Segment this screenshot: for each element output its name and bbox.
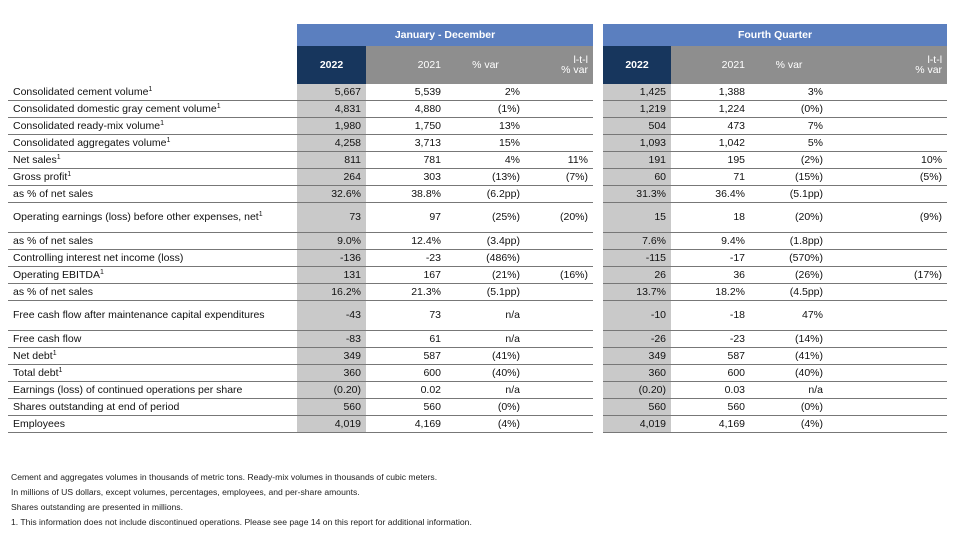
cell-q4-ltl bbox=[828, 365, 947, 382]
row-label-text: Consolidated domestic gray cement volume bbox=[13, 102, 217, 115]
cell-jan-dec-2022: (0.20) bbox=[297, 382, 366, 399]
table-row bbox=[8, 250, 947, 267]
cell-q4-2022: 191 bbox=[603, 152, 671, 169]
col-header-q4-ltl-line2: % var bbox=[915, 64, 943, 76]
cell-q4-2022: 1,093 bbox=[603, 135, 671, 152]
cell-jan-dec-var: (1%) bbox=[446, 101, 525, 118]
cell-jan-dec-var: 13% bbox=[446, 118, 525, 135]
cell-jan-dec-var: (3.4pp) bbox=[446, 233, 525, 250]
cell-q4-var: (4.5pp) bbox=[750, 284, 828, 301]
table-row bbox=[8, 101, 947, 118]
column-gap bbox=[593, 186, 603, 203]
column-gap bbox=[593, 399, 603, 416]
cell-q4-2021: 587 bbox=[671, 348, 750, 365]
group-header-fourth-quarter: Fourth Quarter bbox=[603, 24, 947, 46]
row-label-text: Net debt bbox=[13, 349, 53, 362]
cell-q4-var: (15%) bbox=[750, 169, 828, 186]
cell-q4-ltl bbox=[828, 399, 947, 416]
cell-jan-dec-ltl: (7%) bbox=[525, 169, 593, 186]
cell-jan-dec-ltl bbox=[525, 331, 593, 348]
cell-q4-var: (2%) bbox=[750, 152, 828, 169]
cell-q4-ltl bbox=[828, 416, 947, 433]
cell-q4-2022: -26 bbox=[603, 331, 671, 348]
cell-q4-ltl bbox=[828, 186, 947, 203]
column-gap bbox=[593, 416, 603, 433]
col-header-ltl-line2: % var bbox=[561, 64, 589, 76]
row-label bbox=[8, 399, 297, 416]
row-label bbox=[8, 152, 297, 169]
cell-jan-dec-2022: 264 bbox=[297, 169, 366, 186]
table-row bbox=[8, 331, 947, 348]
column-gap bbox=[593, 135, 603, 152]
cell-q4-2022: -115 bbox=[603, 250, 671, 267]
cell-q4-2021: 0.03 bbox=[671, 382, 750, 399]
footnote-marker: 1 bbox=[216, 102, 221, 110]
row-label-text: as % of net sales bbox=[13, 234, 93, 247]
cell-q4-var: (26%) bbox=[750, 267, 828, 284]
cell-q4-var: (570%) bbox=[750, 250, 828, 267]
column-gap bbox=[593, 331, 603, 348]
table-row bbox=[8, 267, 947, 284]
cell-jan-dec-2022: 4,258 bbox=[297, 135, 366, 152]
row-label-text: Net sales bbox=[13, 153, 57, 166]
cell-q4-2021: 9.4% bbox=[671, 233, 750, 250]
cell-q4-2022: 349 bbox=[603, 348, 671, 365]
cell-jan-dec-2021: 0.02 bbox=[366, 382, 446, 399]
table-body bbox=[8, 84, 947, 433]
cell-q4-2022: 26 bbox=[603, 267, 671, 284]
cell-q4-2021: -23 bbox=[671, 331, 750, 348]
cell-q4-2021: -18 bbox=[671, 301, 750, 331]
footnote-marker: 1 bbox=[160, 119, 164, 127]
cell-q4-2022: 60 bbox=[603, 169, 671, 186]
cell-jan-dec-2021: 97 bbox=[366, 203, 446, 233]
column-gap bbox=[593, 301, 603, 331]
row-label bbox=[8, 84, 297, 101]
cell-jan-dec-2021: 12.4% bbox=[366, 233, 446, 250]
col-header-ltl-line1: l-t-l bbox=[573, 53, 589, 66]
cell-jan-dec-var: n/a bbox=[446, 382, 525, 399]
cell-jan-dec-var: 4% bbox=[446, 152, 525, 169]
cell-jan-dec-2022: -83 bbox=[297, 331, 366, 348]
cell-jan-dec-2022: 131 bbox=[297, 267, 366, 284]
col-header-q4-2022: 2022 bbox=[603, 46, 671, 84]
cell-jan-dec-ltl bbox=[525, 284, 593, 301]
cell-jan-dec-2022: 360 bbox=[297, 365, 366, 382]
cell-q4-ltl bbox=[828, 84, 947, 101]
cell-jan-dec-2021: 1,750 bbox=[366, 118, 446, 135]
cell-q4-ltl bbox=[828, 233, 947, 250]
row-label-text: as % of net sales bbox=[13, 187, 93, 200]
row-label bbox=[8, 348, 297, 365]
cell-q4-var: 3% bbox=[750, 84, 828, 101]
row-label bbox=[8, 382, 297, 399]
footnote-line: Cement and aggregates volumes in thousands of metric tons. Ready-mix volumes in thousands of cubic meters. bbox=[11, 472, 438, 482]
cell-jan-dec-2022: -43 bbox=[297, 301, 366, 331]
column-gap bbox=[593, 365, 603, 382]
column-gap bbox=[593, 284, 603, 301]
column-gap bbox=[593, 118, 603, 135]
row-label-text: Free cash flow after maintenance capital expenditures bbox=[13, 309, 265, 322]
column-gap bbox=[593, 233, 603, 250]
financial-summary-table bbox=[8, 24, 947, 433]
cell-jan-dec-2021: 73 bbox=[366, 301, 446, 331]
cell-jan-dec-var: (0%) bbox=[446, 399, 525, 416]
row-label bbox=[8, 284, 297, 301]
column-gap bbox=[593, 267, 603, 284]
cell-jan-dec-2021: 587 bbox=[366, 348, 446, 365]
row-label bbox=[8, 118, 297, 135]
cell-q4-2021: 36.4% bbox=[671, 186, 750, 203]
cell-q4-ltl bbox=[828, 382, 947, 399]
cell-q4-2021: 18.2% bbox=[671, 284, 750, 301]
cell-jan-dec-ltl bbox=[525, 118, 593, 135]
footnote-marker: 1 bbox=[148, 85, 153, 93]
column-header-row bbox=[8, 46, 947, 84]
cell-q4-ltl: (9%) bbox=[828, 203, 947, 233]
col-header-2022: 2022 bbox=[297, 46, 366, 84]
cell-q4-ltl bbox=[828, 250, 947, 267]
cell-q4-var: (0%) bbox=[750, 399, 828, 416]
cell-q4-ltl: 10% bbox=[828, 152, 947, 169]
cell-jan-dec-2022: 4,831 bbox=[297, 101, 366, 118]
cell-jan-dec-2022: 560 bbox=[297, 399, 366, 416]
row-label bbox=[8, 203, 297, 233]
cell-jan-dec-var: 2% bbox=[446, 84, 525, 101]
row-label-text: Controlling interest net income (loss) bbox=[13, 251, 184, 264]
col-header-q4-ltl bbox=[828, 46, 947, 84]
row-label bbox=[8, 365, 297, 382]
cell-jan-dec-var: (6.2pp) bbox=[446, 186, 525, 203]
cell-jan-dec-ltl bbox=[525, 250, 593, 267]
row-label-text: Consolidated aggregates volume bbox=[13, 136, 167, 149]
cell-q4-var: n/a bbox=[750, 382, 828, 399]
group-header-jan-dec: January - December bbox=[297, 24, 593, 46]
cell-jan-dec-2021: 21.3% bbox=[366, 284, 446, 301]
column-gap bbox=[593, 101, 603, 118]
column-gap bbox=[593, 152, 603, 169]
cell-jan-dec-2022: 349 bbox=[297, 348, 366, 365]
cell-jan-dec-2021: 167 bbox=[366, 267, 446, 284]
cell-jan-dec-var: (21%) bbox=[446, 267, 525, 284]
cell-q4-var: (14%) bbox=[750, 331, 828, 348]
cell-q4-2021: 1,224 bbox=[671, 101, 750, 118]
cell-jan-dec-ltl bbox=[525, 382, 593, 399]
table-row bbox=[8, 84, 947, 101]
footnote-line: Shares outstanding are presented in millions. bbox=[11, 502, 183, 512]
footnote-marker: 1 bbox=[258, 211, 263, 219]
cell-jan-dec-var: (25%) bbox=[446, 203, 525, 233]
col-header-q4-ltl-line1: l-t-l bbox=[927, 53, 943, 66]
cell-q4-2021: -17 bbox=[671, 250, 750, 267]
cell-q4-2021: 473 bbox=[671, 118, 750, 135]
cell-q4-var: (4%) bbox=[750, 416, 828, 433]
col-header-ltl bbox=[525, 46, 593, 84]
cell-q4-2022: 31.3% bbox=[603, 186, 671, 203]
cell-jan-dec-2021: 303 bbox=[366, 169, 446, 186]
row-label-text: Employees bbox=[13, 417, 65, 430]
row-label bbox=[8, 250, 297, 267]
cell-jan-dec-var: 15% bbox=[446, 135, 525, 152]
cell-jan-dec-2021: 4,880 bbox=[366, 101, 446, 118]
row-label-text: Operating earnings (loss) before other expenses, net bbox=[13, 211, 259, 224]
cell-q4-2022: 1,425 bbox=[603, 84, 671, 101]
cell-q4-ltl bbox=[828, 331, 947, 348]
cell-q4-ltl: (5%) bbox=[828, 169, 947, 186]
footnote-line: 1. This information does not include discontinued operations. Please see page 14 on this report for additional information. bbox=[11, 517, 472, 527]
cell-jan-dec-2021: 560 bbox=[366, 399, 446, 416]
table-row bbox=[8, 416, 947, 433]
cell-jan-dec-ltl bbox=[525, 233, 593, 250]
table-row bbox=[8, 118, 947, 135]
col-header-2021: 2021 bbox=[366, 46, 446, 84]
footnote-marker: 1 bbox=[52, 349, 57, 357]
cell-q4-2022: 360 bbox=[603, 365, 671, 382]
cell-jan-dec-2022: 5,667 bbox=[297, 84, 366, 101]
cell-jan-dec-ltl bbox=[525, 348, 593, 365]
cell-jan-dec-2022: 32.6% bbox=[297, 186, 366, 203]
cell-q4-2022: 7.6% bbox=[603, 233, 671, 250]
footnote-line: In millions of US dollars, except volumes, percentages, employees, and per-share amounts. bbox=[11, 487, 360, 497]
cell-q4-2021: 1,042 bbox=[671, 135, 750, 152]
cell-jan-dec-ltl bbox=[525, 416, 593, 433]
cell-q4-var: (5.1pp) bbox=[750, 186, 828, 203]
cell-jan-dec-ltl bbox=[525, 301, 593, 331]
row-label bbox=[8, 301, 297, 331]
cell-q4-2022: 560 bbox=[603, 399, 671, 416]
cell-q4-ltl bbox=[828, 284, 947, 301]
footnote-marker: 1 bbox=[58, 366, 63, 374]
row-label bbox=[8, 135, 297, 152]
table-row bbox=[8, 284, 947, 301]
cell-q4-var: (40%) bbox=[750, 365, 828, 382]
cell-q4-var: (41%) bbox=[750, 348, 828, 365]
cell-jan-dec-2021: 61 bbox=[366, 331, 446, 348]
cell-jan-dec-2021: -23 bbox=[366, 250, 446, 267]
cell-jan-dec-2022: 1,980 bbox=[297, 118, 366, 135]
row-label bbox=[8, 169, 297, 186]
row-label-text: Consolidated cement volume bbox=[13, 85, 149, 98]
row-label bbox=[8, 233, 297, 250]
cell-q4-2022: (0.20) bbox=[603, 382, 671, 399]
cell-jan-dec-2021: 4,169 bbox=[366, 416, 446, 433]
cell-jan-dec-2022: 73 bbox=[297, 203, 366, 233]
cell-jan-dec-var: (4%) bbox=[446, 416, 525, 433]
cell-q4-2021: 1,388 bbox=[671, 84, 750, 101]
cell-jan-dec-2021: 5,539 bbox=[366, 84, 446, 101]
cell-jan-dec-ltl bbox=[525, 135, 593, 152]
row-label bbox=[8, 416, 297, 433]
footnote-marker: 1 bbox=[56, 153, 61, 161]
cell-q4-2021: 71 bbox=[671, 169, 750, 186]
row-label-text: Gross profit bbox=[13, 170, 68, 183]
cell-jan-dec-var: (13%) bbox=[446, 169, 525, 186]
cell-q4-var: (20%) bbox=[750, 203, 828, 233]
column-gap bbox=[593, 84, 603, 101]
cell-q4-var: 47% bbox=[750, 301, 828, 331]
cell-jan-dec-ltl bbox=[525, 84, 593, 101]
column-gap bbox=[593, 382, 603, 399]
cell-q4-2022: 1,219 bbox=[603, 101, 671, 118]
cell-jan-dec-var: n/a bbox=[446, 301, 525, 331]
footnote-marker: 1 bbox=[166, 136, 171, 144]
cell-q4-2021: 600 bbox=[671, 365, 750, 382]
col-header-q4-var: % var bbox=[750, 46, 828, 84]
cell-q4-2022: -10 bbox=[603, 301, 671, 331]
cell-jan-dec-var: (5.1pp) bbox=[446, 284, 525, 301]
cell-q4-var: (1.8pp) bbox=[750, 233, 828, 250]
cell-q4-2021: 560 bbox=[671, 399, 750, 416]
cell-jan-dec-var: (41%) bbox=[446, 348, 525, 365]
cell-jan-dec-2022: 9.0% bbox=[297, 233, 366, 250]
cell-jan-dec-ltl bbox=[525, 399, 593, 416]
cell-q4-ltl: (17%) bbox=[828, 267, 947, 284]
row-label-text: Consolidated ready-mix volume bbox=[13, 119, 161, 132]
table-row bbox=[8, 348, 947, 365]
column-gap bbox=[593, 348, 603, 365]
footnote-marker: 1 bbox=[99, 268, 104, 276]
cell-jan-dec-ltl: 11% bbox=[525, 152, 593, 169]
row-label bbox=[8, 331, 297, 348]
cell-q4-var: (0%) bbox=[750, 101, 828, 118]
row-label-text: as % of net sales bbox=[13, 285, 93, 298]
row-label bbox=[8, 267, 297, 284]
cell-jan-dec-2022: 16.2% bbox=[297, 284, 366, 301]
cell-jan-dec-var: n/a bbox=[446, 331, 525, 348]
cell-q4-2021: 4,169 bbox=[671, 416, 750, 433]
column-gap bbox=[593, 169, 603, 186]
table-row bbox=[8, 186, 947, 203]
row-label-text: Shares outstanding at end of period bbox=[13, 400, 180, 413]
table-row bbox=[8, 135, 947, 152]
group-header-row bbox=[8, 24, 947, 46]
cell-jan-dec-ltl: (16%) bbox=[525, 267, 593, 284]
cell-q4-var: 5% bbox=[750, 135, 828, 152]
col-header-q4-2021: 2021 bbox=[671, 46, 750, 84]
cell-q4-var: 7% bbox=[750, 118, 828, 135]
row-label-text: Free cash flow bbox=[13, 332, 82, 345]
col-header-var: % var bbox=[446, 46, 525, 84]
cell-q4-ltl bbox=[828, 348, 947, 365]
cell-jan-dec-2021: 38.8% bbox=[366, 186, 446, 203]
cell-jan-dec-ltl bbox=[525, 365, 593, 382]
cell-jan-dec-var: (40%) bbox=[446, 365, 525, 382]
cell-q4-2022: 13.7% bbox=[603, 284, 671, 301]
cell-jan-dec-2022: 4,019 bbox=[297, 416, 366, 433]
table-row bbox=[8, 301, 947, 331]
cell-jan-dec-2022: -136 bbox=[297, 250, 366, 267]
table-row bbox=[8, 203, 947, 233]
cell-jan-dec-ltl bbox=[525, 101, 593, 118]
cell-q4-2022: 4,019 bbox=[603, 416, 671, 433]
cell-jan-dec-2021: 3,713 bbox=[366, 135, 446, 152]
row-label bbox=[8, 186, 297, 203]
row-label-text: Earnings (loss) of continued operations per share bbox=[13, 383, 243, 396]
column-gap bbox=[593, 203, 603, 233]
cell-q4-ltl bbox=[828, 101, 947, 118]
cell-q4-2022: 504 bbox=[603, 118, 671, 135]
cell-q4-2021: 195 bbox=[671, 152, 750, 169]
table-row bbox=[8, 152, 947, 169]
row-label-text: Operating EBITDA bbox=[13, 268, 100, 281]
column-gap bbox=[593, 250, 603, 267]
table-row bbox=[8, 169, 947, 186]
cell-q4-2021: 36 bbox=[671, 267, 750, 284]
table-row bbox=[8, 399, 947, 416]
cell-q4-2022: 15 bbox=[603, 203, 671, 233]
cell-q4-ltl bbox=[828, 301, 947, 331]
cell-q4-ltl bbox=[828, 135, 947, 152]
cell-q4-ltl bbox=[828, 118, 947, 135]
table-row bbox=[8, 382, 947, 399]
table-row bbox=[8, 233, 947, 250]
cell-jan-dec-2021: 781 bbox=[366, 152, 446, 169]
footnote-marker: 1 bbox=[67, 170, 72, 178]
cell-jan-dec-2021: 600 bbox=[366, 365, 446, 382]
row-label-text: Total debt bbox=[13, 366, 59, 379]
cell-jan-dec-var: (486%) bbox=[446, 250, 525, 267]
row-label bbox=[8, 101, 297, 118]
cell-jan-dec-2022: 811 bbox=[297, 152, 366, 169]
cell-q4-2021: 18 bbox=[671, 203, 750, 233]
cell-jan-dec-ltl: (20%) bbox=[525, 203, 593, 233]
footnotes bbox=[11, 470, 472, 530]
table-row bbox=[8, 365, 947, 382]
cell-jan-dec-ltl bbox=[525, 186, 593, 203]
